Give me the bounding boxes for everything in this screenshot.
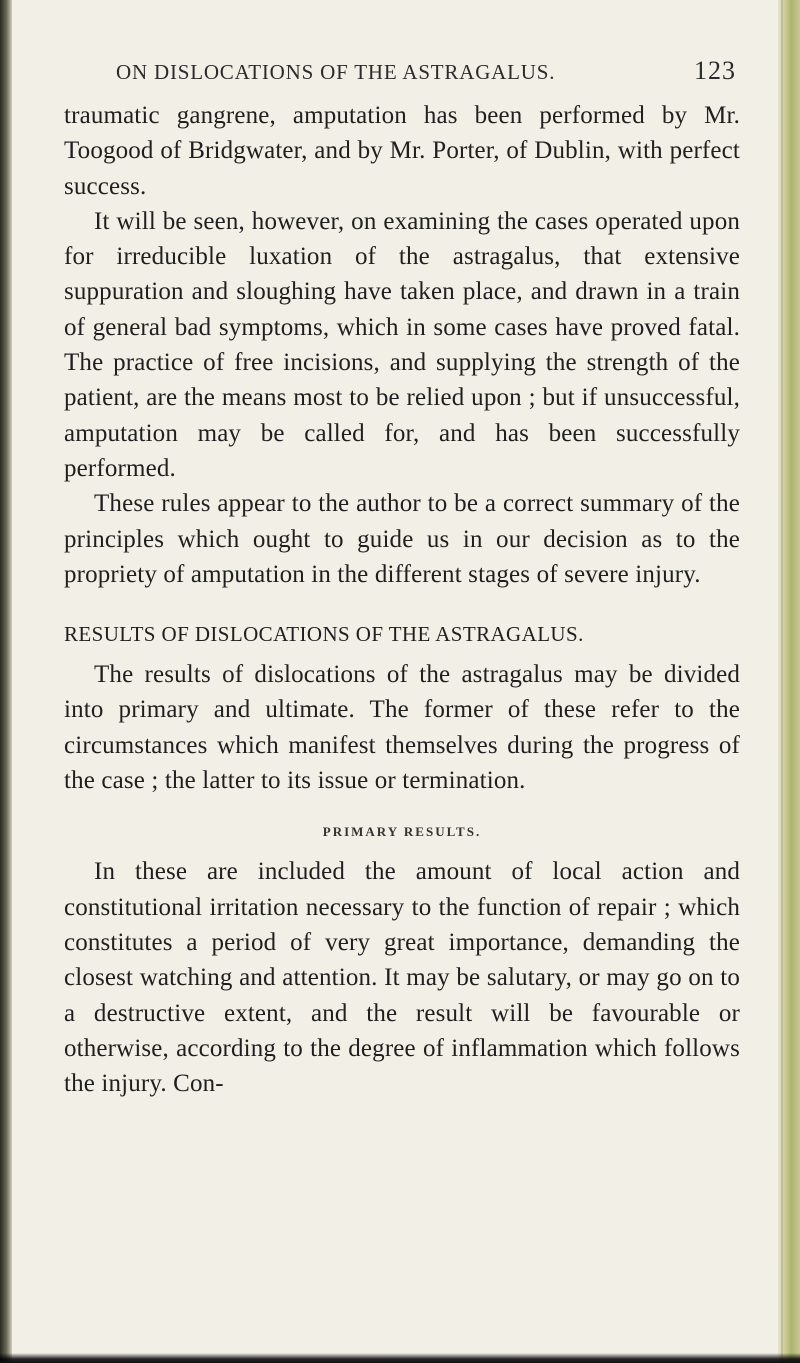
- paragraph: traumatic gangrene, amputation has been performed by Mr. Toogood of Bridgwater, and by Mr. Porter, of Dublin, with perfect success.: [64, 102, 740, 200]
- bottom-shadow: [0, 1353, 800, 1363]
- page-edge: [778, 0, 800, 1363]
- running-header: [64, 58, 740, 92]
- binding-shadow: [0, 0, 12, 1363]
- paragraph: These rules appear to the author to be a correct summary of the principles which ought to guide us in our decision as to the propriety of amputation in the different stages of severe injury.: [64, 490, 740, 588]
- paragraph: The results of dislocations of the astragalus may be divided into primary and ultimate. The former of these refer to the circumstances which manifest themselves during the progress of the case ; the latter to its issue or termination.: [64, 661, 740, 795]
- page-number: 123: [694, 56, 736, 85]
- running-title: ON DISLOCATIONS OF THE ASTRAGALUS.: [116, 60, 556, 84]
- paragraph: It will be seen, however, on examining the cases operated upon for irreducible luxation of the astragalus, that extensive suppuration and sloughing have taken place, and drawn in a train of general bad symptoms, which in some cases have proved fatal. The practice of free incisions, and supplying the strength of the patient, are the means most to be relied upon ; but if unsuccessful, amputation may be called for, and has been successfully performed.: [64, 207, 740, 482]
- sub-heading: PRIMARY RESULTS.: [322, 824, 482, 840]
- section-heading: RESULTS OF DISLOCATIONS OF THE ASTRAGALUS.: [64, 622, 584, 647]
- paragraph: In these are included the amount of local action and constitutional irritation necessary to the function of repair ; which constitutes a period of very great importance, demanding the closest watching and attention. It may be salutary, or may go on to a destructive extent, and the result will be favourable or otherwise, according to the degree of inflammation which follows the injury. Con-: [64, 858, 740, 1098]
- book-page: [64, 58, 740, 1101]
